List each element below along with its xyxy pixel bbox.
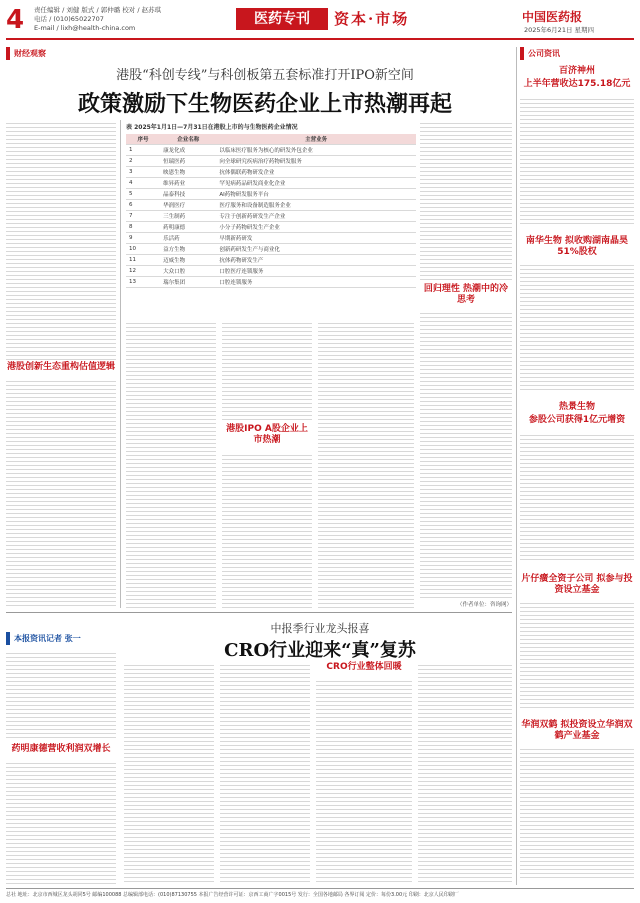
table-cell: 口腔医疗连锁服务	[216, 266, 416, 277]
table-cell: 医疗服务和设备制造服务企业	[216, 200, 416, 211]
company-item-3-kicker: 热景生物	[558, 402, 595, 412]
column-tag-company: 公司资讯	[520, 47, 634, 60]
table-cell: 3	[126, 167, 160, 178]
section-badge: 医药专刊	[236, 8, 328, 30]
lead-text-col-1	[6, 120, 116, 360]
editor-meta	[34, 6, 161, 33]
bottom-text-col-3	[220, 662, 310, 884]
lead-subhead-1: 港股创新生态重构估值逻辑	[6, 362, 115, 372]
table-row	[126, 277, 416, 288]
table-cell: 7	[126, 211, 160, 222]
issue-date: 2025年6月21日 星期四	[524, 26, 595, 34]
table-cell: 乐活药	[160, 233, 216, 244]
company-item-3-title: 参股公司获得1亿元增资	[528, 415, 626, 425]
company-item-2-title: 南华生物 拟收购湖南晶昊51%股权	[525, 236, 629, 257]
company-item-5-title: 华润双鹤 拟投资设立华润双鹤产业基金	[521, 720, 633, 741]
table-cell: 11	[126, 255, 160, 266]
editor-line: 责任编辑 / 刘健 版式 / 郭仲璐 校对 / 赵苏琪	[34, 6, 162, 14]
table-cell: 康龙化成	[160, 145, 216, 156]
lead-text-col-3b	[222, 452, 312, 608]
table-header: 序号	[126, 134, 160, 145]
table-cell: 4	[126, 178, 160, 189]
table-cell: 小分子药物研发生产企业	[216, 222, 416, 233]
table-caption: 表 2025年1月1日—7月31日在港股上市的与生物医药企业情况	[126, 124, 298, 131]
table-row	[126, 255, 416, 266]
table-cell: 1	[126, 145, 160, 156]
table-cell: 华润医疗	[160, 200, 216, 211]
table-row	[126, 222, 416, 233]
bottom-text-col-4	[316, 678, 412, 884]
lead-byline: （作者单位：咨询网）	[456, 602, 512, 608]
table-cell: 抗体药物研发生产	[216, 255, 416, 266]
table-row	[126, 145, 416, 156]
company-item-1-title: 上半年营收达175.18亿元	[523, 79, 631, 89]
bottom-text-col-1a	[6, 650, 116, 740]
table-cell: 创新药研发生产与商业化	[216, 244, 416, 255]
table-cell: 口腔连锁服务	[216, 277, 416, 288]
table-row	[126, 244, 416, 255]
table-cell: 5	[126, 189, 160, 200]
email-line: E-mail / lixh@health-china.com	[34, 24, 136, 32]
section-title: 资本·市场	[334, 10, 410, 28]
lead-text-col-3a	[222, 320, 312, 420]
table-cell: 9	[126, 233, 160, 244]
table-cell: 专注于创新药研发生产企业	[216, 211, 416, 222]
lead-text-col-2	[126, 320, 216, 608]
table-cell: 12	[126, 266, 160, 277]
bottom-text-col-2	[124, 662, 214, 884]
table-cell: 10	[126, 244, 160, 255]
lead-text-col-1b	[6, 378, 116, 608]
listing-table	[126, 134, 416, 288]
table-cell: 维昇药业	[160, 178, 216, 189]
company-item-1-body	[520, 96, 634, 226]
newspaper-logo: 中国医药报	[522, 10, 583, 24]
table-cell: 抗体偶联药物研发企业	[216, 167, 416, 178]
table-cell: AI药物研发服务平台	[216, 189, 416, 200]
bottom-subhead-2: CRO行业整体回暖	[326, 662, 402, 672]
phone-line: 电话 / (010)65022707	[34, 15, 104, 23]
table-row	[126, 266, 416, 277]
table-cell: 以临床医疗服务为核心的研发外包企业	[216, 145, 416, 156]
lead-subhead-2: 港股IPO A股企业上市热潮	[226, 424, 308, 445]
company-item-3-body	[520, 432, 634, 562]
table-cell: 2	[126, 156, 160, 167]
company-item-1-kicker: 百济神州	[558, 66, 595, 76]
company-item-2-body	[520, 262, 634, 392]
table-cell: 晶泰科技	[160, 189, 216, 200]
table-cell: 6	[126, 200, 160, 211]
table-cell: 瑞尔集团	[160, 277, 216, 288]
company-item-5-body	[520, 746, 634, 881]
table-cell: 大众口腔	[160, 266, 216, 277]
page-footer: 总社 地址：北京市西城区龙头胡同5号 邮编100088 总编辑部电话：(010)87130755 本报广告经营许可证：京西工商广字0015号 发行：全国各地邮局 各界订阅 定价：每份3.00元 印刷：北京人民印刷厂	[6, 888, 634, 898]
bottom-headline: CRO行业迎来“真”复苏	[224, 640, 416, 661]
table-row	[126, 233, 416, 244]
bottom-text-col-5	[418, 662, 512, 884]
table-header-row	[126, 134, 416, 145]
table-row	[126, 189, 416, 200]
bottom-subhead-1: 药明康德营收利润双增长	[11, 744, 111, 754]
bottom-text-col-1b	[6, 760, 116, 884]
table-row	[126, 178, 416, 189]
table-cell: 三生制药	[160, 211, 216, 222]
bottom-reporter-tag: 本报资讯记者 张一	[6, 632, 116, 645]
table-header: 主营业务	[216, 134, 416, 145]
table-row	[126, 200, 416, 211]
table-row	[126, 167, 416, 178]
company-item-4-title: 片仔癀全资子公司 拟参与投资设立基金	[521, 574, 633, 595]
table-cell: 迈威生物	[160, 255, 216, 266]
lead-kicker: 港股“科创专线”与科创板第五套标准打开IPO新空间	[116, 68, 414, 83]
table-cell: 13	[126, 277, 160, 288]
lead-text-col-3c	[318, 320, 414, 608]
table-cell: 恒瑞医药	[160, 156, 216, 167]
table-cell: 早期新药研发	[216, 233, 416, 244]
table-row	[126, 211, 416, 222]
column-divider	[120, 120, 121, 608]
right-column-divider	[516, 47, 517, 885]
table-cell: 罕见病药品研发商业化企业	[216, 178, 416, 189]
company-item-4-body	[520, 600, 634, 710]
table-header: 企业名称	[160, 134, 216, 145]
lead-headline: 政策激励下生物医药企业上市热潮再起	[77, 91, 452, 117]
table-row	[126, 156, 416, 167]
section-divider	[6, 612, 512, 613]
lead-text-col-4b	[420, 310, 512, 600]
bottom-kicker: 中报季行业龙头报喜	[270, 622, 370, 635]
table-cell: 映恩生物	[160, 167, 216, 178]
table-cell: 8	[126, 222, 160, 233]
lead-text-col-4	[420, 120, 512, 280]
column-tag-finance: 财经观察	[6, 47, 126, 60]
table-cell: 益方生物	[160, 244, 216, 255]
page-number: 4	[6, 5, 25, 35]
table-cell: 向全球研究疾病治疗药物研发服务	[216, 156, 416, 167]
table-cell: 药明康德	[160, 222, 216, 233]
header-rule	[6, 38, 634, 40]
lead-subhead-3: 回归理性 热潮中的冷思考	[423, 284, 509, 305]
